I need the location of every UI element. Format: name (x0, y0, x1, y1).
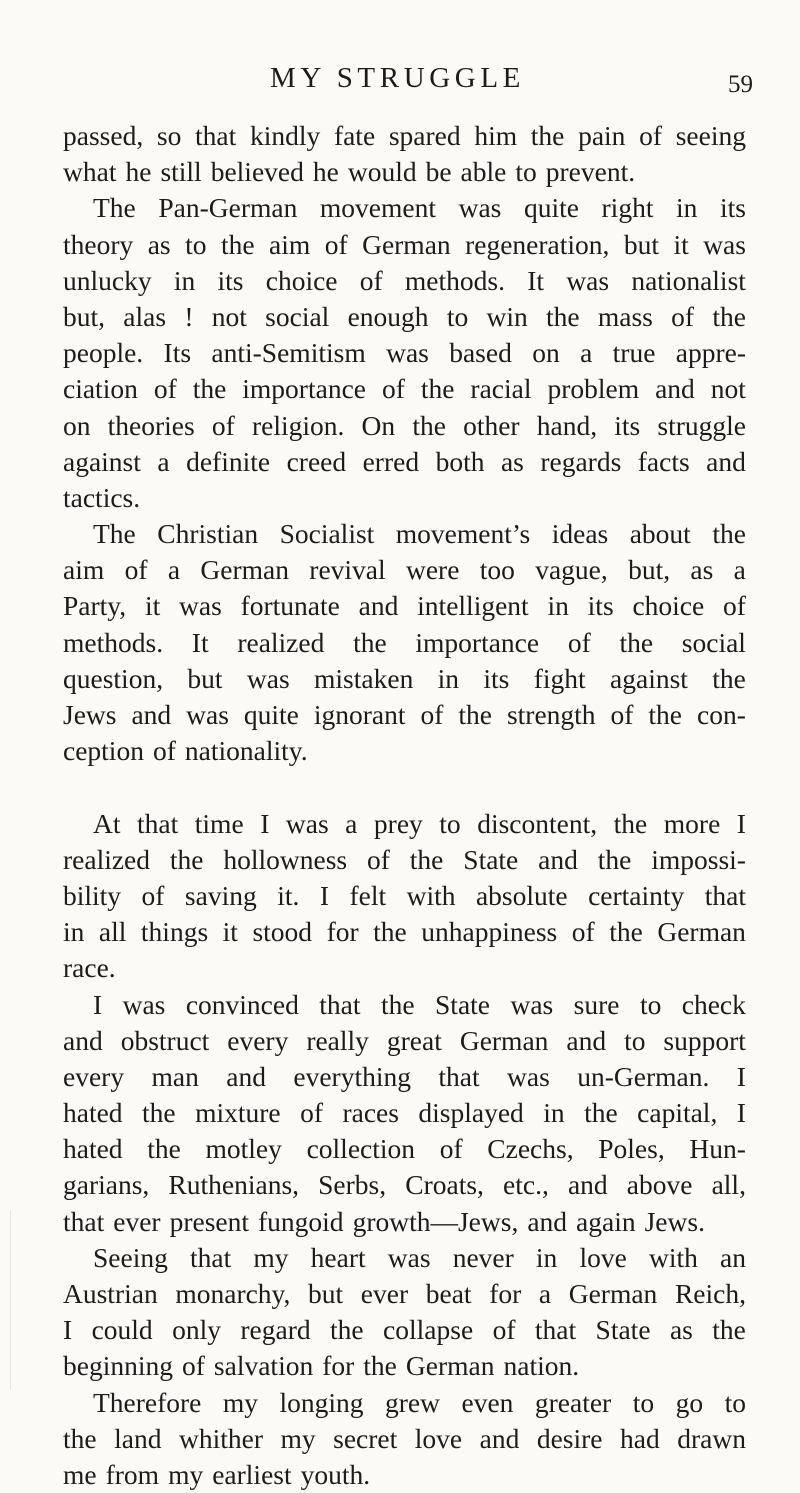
text-line: the land whither my secret love and desire had drawn (63, 1422, 746, 1454)
text-line: garians, Ruthenians, Serbs, Croats, etc., and above all, (63, 1169, 746, 1201)
paragraph (63, 118, 746, 190)
text-line: Therefore my longing grew even greater to go to (93, 1386, 746, 1418)
text-line: and obstruct every really great German and to support (63, 1024, 746, 1056)
text-line: hated the motley collection of Czechs, Poles, Hun- (63, 1133, 746, 1165)
text-line: Party, it was fortunate and intelligent in its choice of (63, 590, 746, 622)
body-text (63, 118, 746, 1493)
text-line: what he still believed he would be able to prevent. (63, 156, 636, 188)
text-line: me from my earliest youth. (63, 1458, 371, 1490)
page-number: 59 (728, 71, 753, 98)
paragraph (63, 806, 746, 987)
text-line: beginning of salvation for the German nation. (63, 1350, 580, 1382)
text-line: hated the mixture of races displayed in the capital, I (63, 1097, 746, 1129)
text-line: I could only regard the collapse of that State as the (63, 1314, 746, 1346)
text-line: The Pan-German movement was quite right in its (93, 192, 746, 224)
text-line: against a definite creed erred both as regards facts and (63, 445, 746, 477)
text-line: theory as to the aim of German regeneration, but it was (63, 228, 746, 260)
paragraph (63, 1385, 746, 1493)
text-line: on theories of religion. On the other hand, its struggle (63, 409, 746, 441)
running-head (0, 58, 800, 98)
text-line: that ever present fungoid growth—Jews, and again Jews. (63, 1205, 705, 1237)
paragraph (63, 190, 746, 516)
text-line: realized the hollowness of the State and the impossi- (63, 843, 746, 875)
text-line: methods. It realized the importance of the social (63, 626, 746, 658)
text-line: ciation of the importance of the racial problem and not (63, 373, 746, 405)
text-line: Jews and was quite ignorant of the strength of the con- (63, 699, 746, 730)
text-line: every man and everything that was un-German. I (63, 1060, 746, 1092)
page-edge-mark (10, 1210, 11, 1390)
text-line: I was convinced that the State was sure to check (93, 988, 746, 1020)
text-line: Seeing that my heart was never in love with an (93, 1241, 746, 1273)
text-line: passed, so that kindly fate spared him the pain of seeing (63, 120, 746, 151)
text-line: The Christian Socialist movement’s ideas about the (93, 518, 746, 550)
text-line: unlucky in its choice of methods. It was nationalist (63, 264, 746, 296)
text-line: race. (63, 952, 116, 984)
text-line: in all things it stood for the unhappiness of the German (63, 916, 746, 948)
paragraph (63, 987, 746, 1240)
text-line: ception of nationality. (63, 735, 308, 767)
running-head-title: MY STRUGGLE (270, 62, 525, 94)
text-line: question, but was mistaken in its fight against the (63, 662, 746, 694)
text-line: At that time I was a prey to discontent, the more I (93, 807, 746, 839)
text-line: but, alas ! not social enough to win the mass of the (63, 300, 746, 332)
paragraph (63, 1240, 746, 1385)
text-line: Austrian monarchy, but ever beat for a German Reich, (63, 1278, 746, 1309)
text-line: aim of a German revival were too vague, but, as a (63, 554, 746, 586)
text-line: bility of saving it. I felt with absolute certainty that (63, 879, 746, 911)
text-line: people. Its anti-Semitism was based on a true appre- (63, 337, 746, 369)
paragraph-gap (63, 769, 746, 805)
paragraph (63, 516, 746, 769)
text-line: tactics. (63, 481, 141, 513)
